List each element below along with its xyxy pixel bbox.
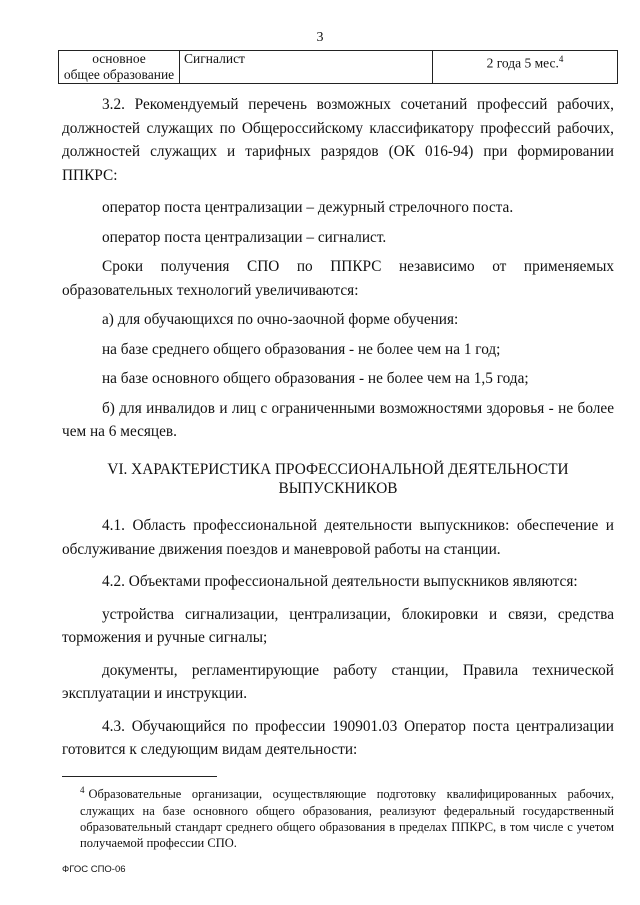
paragraph-4-2: 4.2. Объектами профессиональной деятельности выпускников являются:	[102, 573, 578, 590]
footnote-ref: 4	[558, 54, 564, 64]
page-number: 3	[316, 30, 324, 45]
terms-item-b: б) для инвалидов и лиц с ограниченными возможностями здоровья - не более чем на 6 месяцев.	[62, 399, 614, 440]
combination-item-2: оператор поста централизации – сигналист.	[102, 228, 387, 246]
paragraph-3-2: 3.2. Рекомендуемый перечень возможных сочетаний профессий рабочих, должностей служащих по Общероссийскому классификатору профессий рабочих, должностей служащих и тарифных разрядов (ОК 016-94) при формировании ППКРС:	[62, 96, 614, 184]
objects-item-2: документы, регламентирующие работу станции, Правила технической эксплуатации и инструкции.	[62, 661, 614, 702]
terms-item-a-1: на базе среднего общего образования - не более чем на 1 год;	[102, 340, 501, 358]
footnote-number: 4	[80, 785, 85, 795]
section-heading-line2: ВЫПУСКНИКОВ	[278, 480, 398, 497]
footnote-body	[62, 782, 614, 852]
education-base-line1: основное	[92, 51, 146, 66]
objects-item-1: устройства сигнализации, централизации, блокировки и связи, средства торможения и ручные сигналы;	[62, 605, 614, 646]
section-heading	[62, 460, 614, 498]
duration-value: 2 года 5 мес.	[486, 55, 559, 71]
table-row	[59, 51, 618, 84]
footnote-divider	[62, 776, 217, 777]
document-code: ФГОС СПО-06	[62, 864, 126, 875]
combination-item-1: оператор поста централизации – дежурный стрелочного поста.	[102, 199, 514, 216]
terms-item-a-2: на базе основного общего образования - не более чем на 1,5 года;	[102, 370, 529, 387]
professions-table	[58, 50, 618, 84]
section-3-text	[62, 93, 614, 444]
section-4-text	[62, 514, 614, 762]
paragraph-4-3: 4.3. Обучающийся по профессии 190901.03 Оператор поста централизации готовится к следующим видам деятельности:	[62, 717, 614, 758]
profession-cell: Сигналист	[180, 51, 433, 84]
section-heading-line1: VI. ХАРАКТЕРИСТИКА ПРОФЕССИОНАЛЬНОЙ ДЕЯТЕЛЬНОСТИ	[107, 461, 569, 478]
terms-paragraph: Сроки получения СПО по ППКРС независимо от применяемых образовательных технологий увеличиваются:	[62, 258, 614, 299]
footnote-text: Образовательные организации, осуществляющие подготовку квалифицированных рабочих, служащих на базе основного общего образования, реализуют федеральный государственный образовательный стандарт среднего общего образования в пределах ППКРС, в том числе с учетом получаемой профессии СПО.	[80, 787, 614, 851]
duration-cell	[433, 51, 618, 84]
education-base-cell	[59, 51, 180, 84]
footnote	[62, 782, 614, 852]
education-base-line2: общее образование	[63, 67, 175, 82]
terms-item-a: а) для обучающихся по очно-заочной форме обучения:	[102, 311, 459, 328]
paragraph-4-1: 4.1. Область профессиональной деятельности выпускников: обеспечение и обслуживание движения поездов и маневровой работы на станции.	[62, 517, 614, 558]
